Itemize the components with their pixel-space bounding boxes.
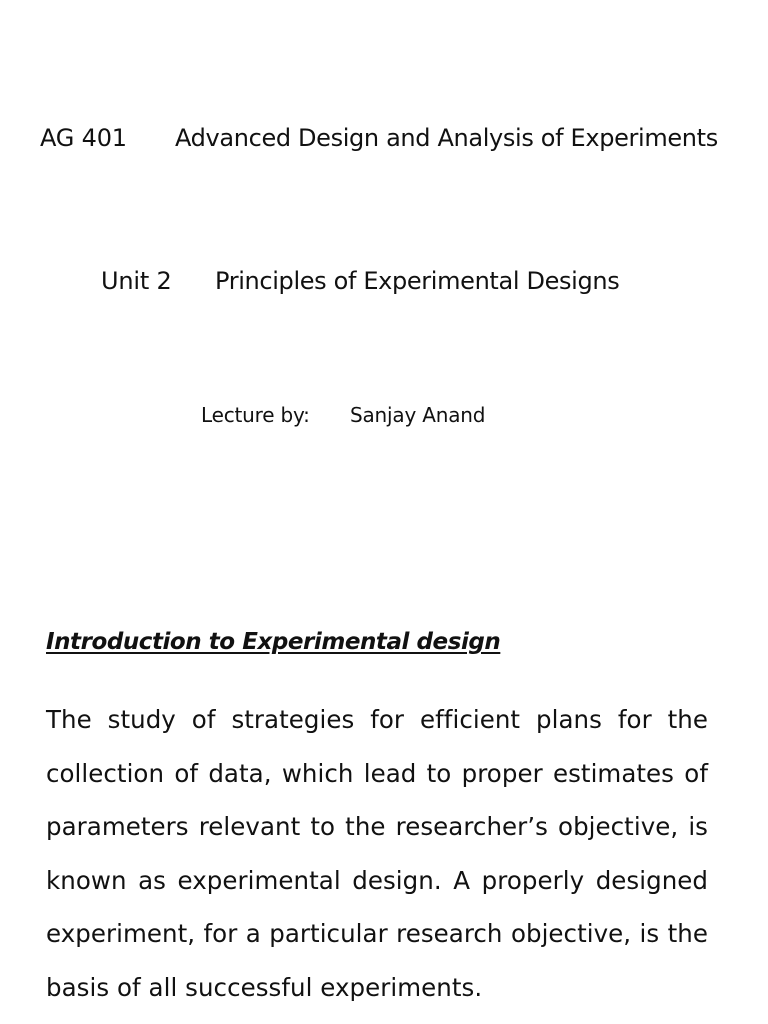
section-heading: Introduction to Experimental design xyxy=(46,629,501,655)
course-title: Advanced Design and Analysis of Experiments xyxy=(175,124,718,152)
lecture-label: Lecture by: xyxy=(201,403,310,427)
unit-title: Principles of Experimental Designs xyxy=(215,267,620,295)
unit-label: Unit 2 xyxy=(101,267,172,295)
body-paragraph: The study of strategies for efficient plans for the collection of data, which lead to proper estimates of parameters relevant to the researcher’s objective, is known as experimental design. A properly designed experiment, for a particular research objective, is the basis of all successful experiments. xyxy=(46,705,708,1002)
lecturer-name: Sanjay Anand xyxy=(350,403,486,427)
course-code: AG 401 xyxy=(40,124,127,152)
